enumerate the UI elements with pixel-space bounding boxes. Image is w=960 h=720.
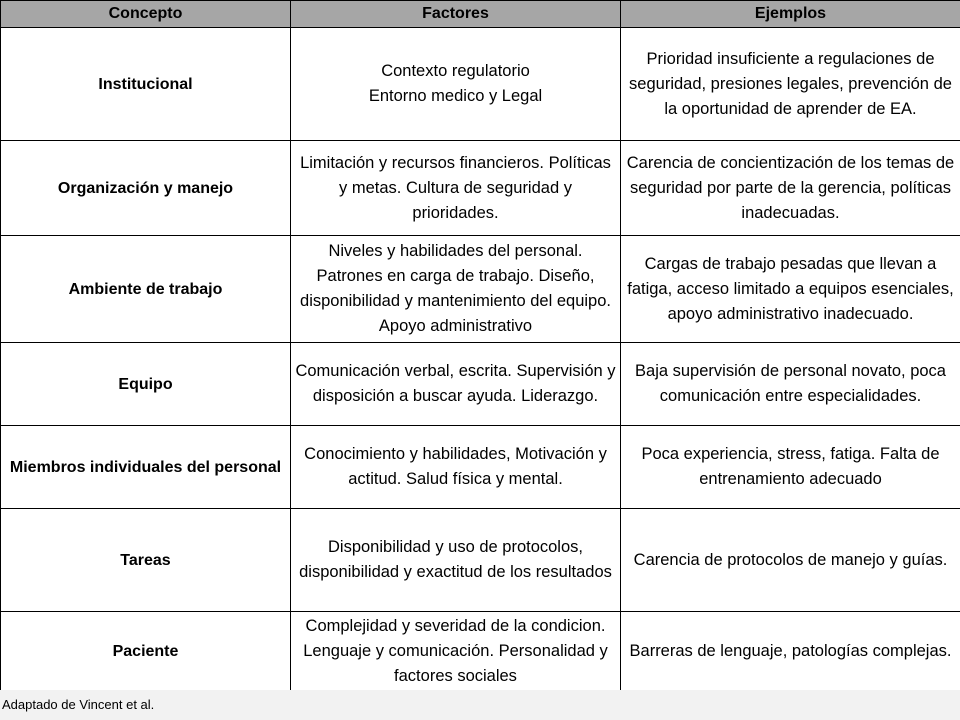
examples-cell <box>621 343 960 426</box>
examples-cell <box>621 141 960 236</box>
factors-text: Disponibilidad y uso de protocolos, disponibilidad y exactitud de los resultados <box>299 538 612 581</box>
concept-cell <box>1 141 291 236</box>
table-header-row <box>1 1 960 28</box>
factors-cell <box>291 28 621 141</box>
table-row <box>1 509 960 612</box>
examples-text: Barreras de lenguaje, patologías complejas. <box>629 642 952 660</box>
table-row <box>1 28 960 141</box>
factors-cell <box>291 343 621 426</box>
examples-cell <box>621 426 960 509</box>
examples-text: Poca experiencia, stress, fatiga. Falta de entrenamiento adecuado <box>641 445 940 488</box>
table-row <box>1 343 960 426</box>
factors-text: Comunicación verbal, escrita. Supervisión y disposición a buscar ayuda. Liderazgo. <box>295 362 616 405</box>
concept-cell <box>1 28 291 141</box>
examples-text: Prioridad insuficiente a regulaciones de seguridad, presiones legales, prevención de la oportunidad de aprender de EA. <box>629 49 952 118</box>
concept-cell <box>1 612 291 692</box>
factors-text: Contexto regulatorio Entorno medico y Legal <box>368 62 543 105</box>
examples-cell <box>621 28 960 141</box>
concept-text: Ambiente de trabajo <box>68 280 223 298</box>
source-note: Adaptado de Vincent et al. <box>0 690 960 720</box>
factors-cell <box>291 509 621 612</box>
factors-text: Complejidad y severidad de la condicion. Lenguaje y comunicación. Personalidad y factores sociales <box>303 617 608 685</box>
header-concepto: Concepto <box>1 1 291 28</box>
header-factores: Factores <box>291 1 621 28</box>
factors-cell <box>291 426 621 509</box>
table-row <box>1 236 960 343</box>
concept-cell <box>1 509 291 612</box>
table-row <box>1 141 960 236</box>
concept-text: Miembros individuales del personal <box>9 458 282 476</box>
examples-cell <box>621 612 960 692</box>
examples-cell <box>621 236 960 343</box>
table-row <box>1 612 960 692</box>
examples-text: Baja supervisión de personal novato, poca comunicación entre especialidades. <box>635 362 946 405</box>
examples-cell <box>621 509 960 612</box>
header-ejemplos: Ejemplos <box>621 1 960 28</box>
concept-text: Institucional <box>98 75 193 93</box>
concept-cell <box>1 343 291 426</box>
concept-cell <box>1 426 291 509</box>
factors-text: Niveles y habilidades del personal. Patrones en carga de trabajo. Diseño, disponibilidad y mantenimiento del equipo. Apoyo administrativo <box>300 242 611 335</box>
concept-text: Equipo <box>118 375 173 393</box>
examples-text: Cargas de trabajo pesadas que llevan a fatiga, acceso limitado a equipos esenciales, apoyo administrativo inadecuado. <box>627 254 954 323</box>
factors-cell <box>291 236 621 343</box>
concept-cell <box>1 236 291 343</box>
examples-text: Carencia de protocolos de manejo y guías. <box>633 550 948 569</box>
factors-cell <box>291 141 621 236</box>
table-row <box>1 426 960 509</box>
examples-text: Carencia de concientización de los temas de seguridad por parte de la gerencia, políticas inadecuadas. <box>626 153 955 222</box>
concept-text: Paciente <box>112 643 179 660</box>
factors-text: Conocimiento y habilidades, Motivación y actitud. Salud física y mental. <box>304 445 607 488</box>
concept-text: Organización y manejo <box>57 179 234 197</box>
factors-cell <box>291 612 621 692</box>
factors-text: Limitación y recursos financieros. Políticas y metas. Cultura de seguridad y prioridades. <box>300 153 611 222</box>
concept-text: Tareas <box>120 551 171 569</box>
